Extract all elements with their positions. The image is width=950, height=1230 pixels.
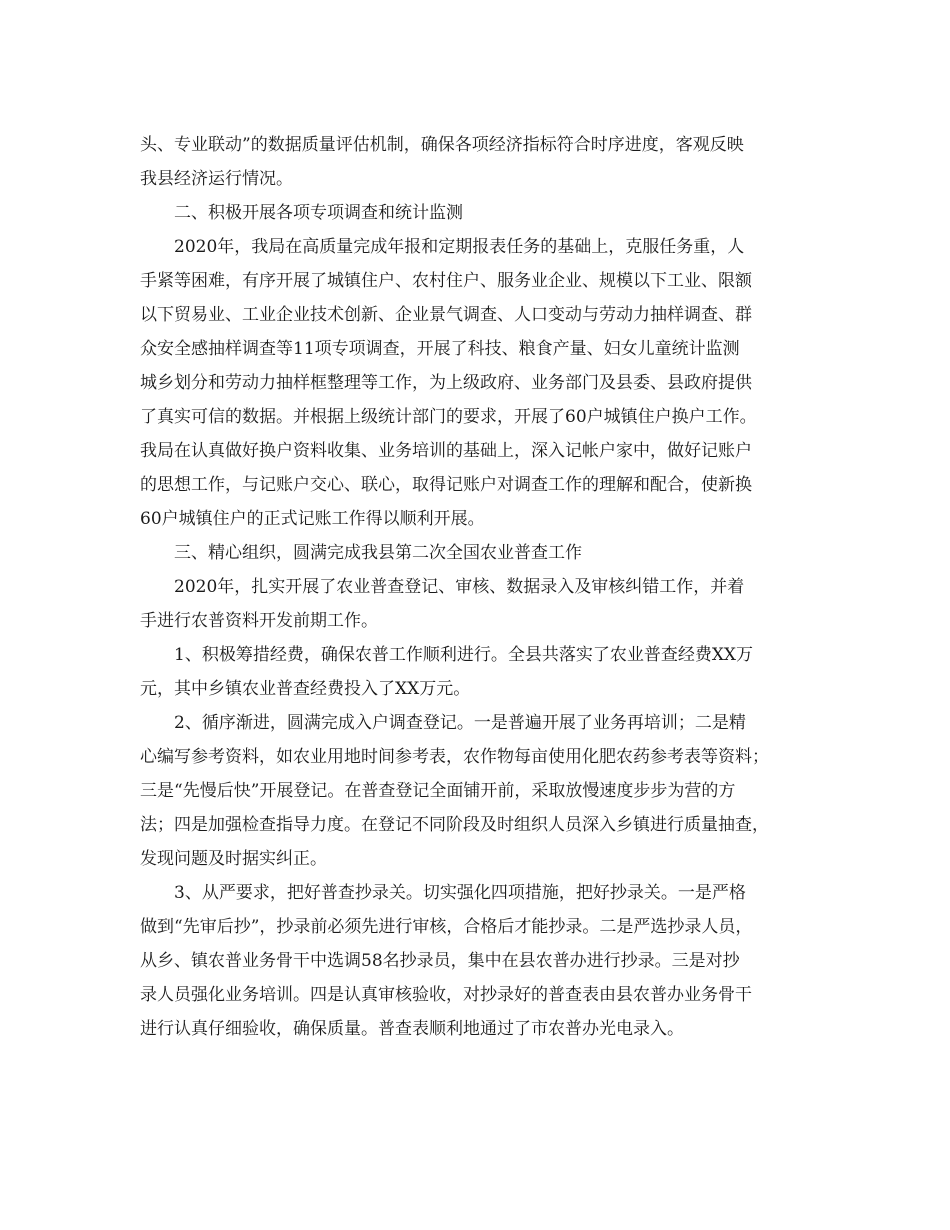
paragraph-line: 头、专业联动”的数据质量评估机制，确保各项经济指标符合时序进度，客观反映 bbox=[140, 135, 744, 155]
paragraph-line: 录人员强化业务培训。四是认真审核验收，对抄录好的普查表由县农普办业务骨干 bbox=[140, 985, 752, 1005]
paragraph-line: 做到“先审后抄”，抄录前必须先进行审核，合格后才能抄录。二是严选抄录人员， bbox=[140, 917, 753, 937]
paragraph-line: 众安全感抽样调查等11项专项调查，开展了科技、粮食产量、妇女儿童统计监测 bbox=[140, 339, 740, 359]
paragraph-line: 2020年，我局在高质量完成年报和定期报表任务的基础上，克服任务重，人 bbox=[174, 237, 745, 257]
paragraph-line: 城乡划分和劳动力抽样框整理等工作，为上级政府、业务部门及县委、县政府提供 bbox=[140, 373, 752, 393]
paragraph-line: 从乡、镇农普业务骨干中选调58名抄录员，集中在县农普办进行抄录。三是对抄 bbox=[140, 951, 740, 971]
section-heading: 三、精心组织，圆满完成我县第二次全国农业普查工作 bbox=[174, 543, 582, 563]
paragraph-line: 以下贸易业、工业企业技术创新、企业景气调查、人口变动与劳动力抽样调查、群 bbox=[140, 305, 752, 325]
paragraph-line: 发现问题及时据实纠正。 bbox=[140, 849, 327, 869]
document-body bbox=[140, 128, 820, 1046]
paragraph-line: 元，其中乡镇农业普查经费投入了XX万元。 bbox=[140, 679, 471, 699]
paragraph-line: 3、从严要求，把好普查抄录关。切实强化四项措施，把好抄录关。一是严格 bbox=[174, 883, 746, 903]
paragraph-line: 的思想工作，与记账户交心、联心，取得记账户对调查工作的理解和配合，使新换 bbox=[140, 475, 752, 495]
paragraph-line: 2、循序渐进，圆满完成入户调查登记。一是普遍开展了业务再培训；二是精 bbox=[174, 713, 746, 733]
paragraph-line: 手进行农普资料开发前期工作。 bbox=[140, 611, 378, 631]
paragraph-line: 手紧等困难，有序开展了城镇住户、农村住户、服务业企业、规模以下工业、限额 bbox=[140, 271, 752, 291]
section-heading: 二、积极开展各项专项调查和统计监测 bbox=[174, 203, 463, 223]
paragraph-line: 1、积极筹措经费，确保农普工作顺利进行。全县共落实了农业普查经费XX万 bbox=[174, 645, 754, 665]
paragraph-line: 心编写参考资料，如农业用地时间参考表，农作物每亩使用化肥农药参考表等资料； bbox=[140, 747, 769, 767]
paragraph-line: 2020年，扎实开展了农业普查登记、审核、数据录入及审核纠错工作，并着 bbox=[174, 577, 745, 597]
paragraph-line: 了真实可信的数据。并根据上级统计部门的要求，开展了60户城镇住户换户工作。 bbox=[140, 407, 757, 427]
paragraph-line: 三是“先慢后快”开展登记。在普查登记全面铺开前，采取放慢速度步步为营的方 bbox=[140, 781, 736, 801]
paragraph-line: 60户城镇住户的正式记账工作得以顺利开展。 bbox=[140, 509, 485, 529]
paragraph-line: 我县经济运行情况。 bbox=[140, 169, 293, 189]
paragraph-line: 我局在认真做好换户资料收集、业务培训的基础上，深入记帐户家中，做好记账户 bbox=[140, 441, 752, 461]
paragraph-line: 法；四是加强检查指导力度。在登记不同阶段及时组织人员深入乡镇进行质量抽查， bbox=[140, 815, 769, 835]
paragraph-line: 进行认真仔细验收，确保质量。普查表顺利地通过了市农普办光电录入。 bbox=[140, 1019, 684, 1039]
